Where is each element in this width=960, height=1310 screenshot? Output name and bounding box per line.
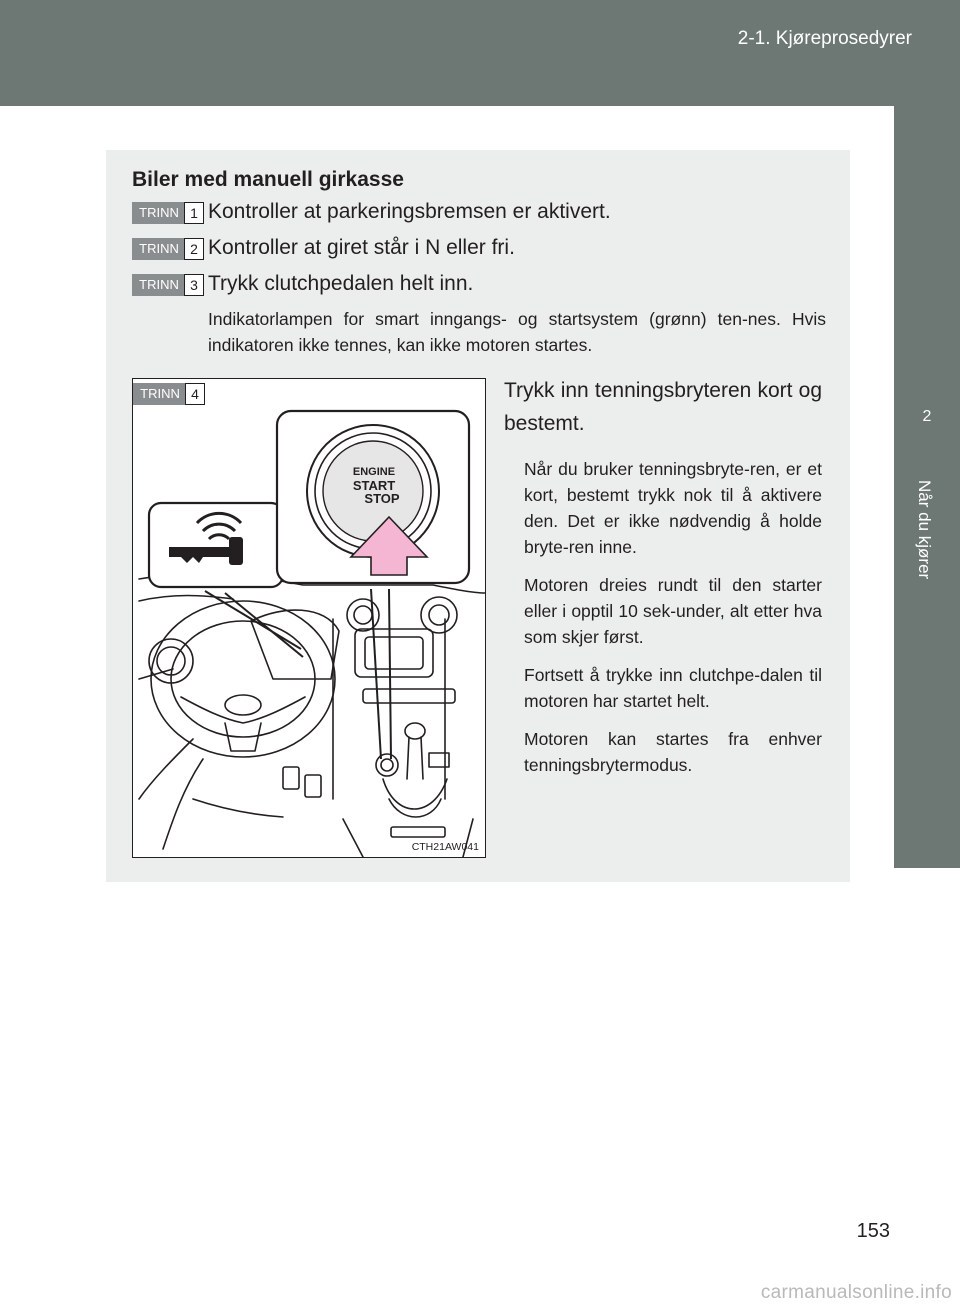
paragraph: Fortsett å trykke inn clutchpe-dalen til motoren har startet helt. <box>524 665 822 711</box>
step-tag-label: TRINN <box>132 274 186 296</box>
step-tag-label: TRINN <box>132 202 186 224</box>
step-tag-number: 4 <box>185 383 205 405</box>
button-line-stop: STOP <box>364 491 400 506</box>
press-arrow <box>133 379 485 857</box>
paragraph: Motoren kan startes fra enhver tenningsbrytermodus. <box>524 729 822 775</box>
header-bar <box>0 0 960 106</box>
step-text: Kontroller at parkeringsbremsen er aktivert. <box>208 200 611 223</box>
procedure-title: Biler med manuell girkasse <box>132 168 404 191</box>
indicator-note: Indikatorlampen for smart inngangs- og startsystem (grønn) ten-nes. Hvis indikatoren ikke tennes, kan ikke motoren startes. <box>208 309 826 355</box>
paragraph: Motoren dreies rundt til den starter eller i opptil 10 sek-under, alt etter hva som skjer først. <box>524 575 822 647</box>
button-line-engine: ENGINE <box>352 466 396 478</box>
watermark: carmanualsonline.info <box>760 1282 952 1303</box>
side-tab-top <box>894 106 960 372</box>
chapter-tab <box>894 372 960 868</box>
step-text: Kontroller at giret står i N eller fri. <box>208 236 515 259</box>
step-tag-label: TRINN <box>133 383 187 405</box>
step-text: Trykk clutchpedalen helt inn. <box>208 272 474 295</box>
step-tag-number: 3 <box>184 274 204 296</box>
procedure-box <box>106 150 850 882</box>
step-tag-label: TRINN <box>132 238 186 260</box>
figure-code: CTH21AW041 <box>411 841 479 853</box>
chapter-number: 2 <box>922 408 932 425</box>
step-tag <box>132 238 204 260</box>
step-tag <box>132 274 204 296</box>
button-line-start: START <box>352 478 396 493</box>
step-tag-number: 1 <box>184 202 204 224</box>
page-number: 153 <box>856 1220 890 1242</box>
paragraph: Når du bruker tenningsbryte-ren, er et kort, bestemt trykk nok til å aktivere den. Det er ikke nødvendig å holde bryte-ren inne. <box>524 459 822 557</box>
step-tag-number: 2 <box>184 238 204 260</box>
step-4-column <box>504 374 822 790</box>
section-heading: 2-1. Kjøreprosedyrer <box>737 28 912 49</box>
step-tag <box>132 202 204 224</box>
press-arrow-icon <box>351 517 427 575</box>
chapter-label: Når du kjører <box>915 480 934 580</box>
step-4-text: Trykk inn tenningsbryteren kort og bestemt. <box>504 379 822 435</box>
dashboard-illustration <box>132 378 486 858</box>
